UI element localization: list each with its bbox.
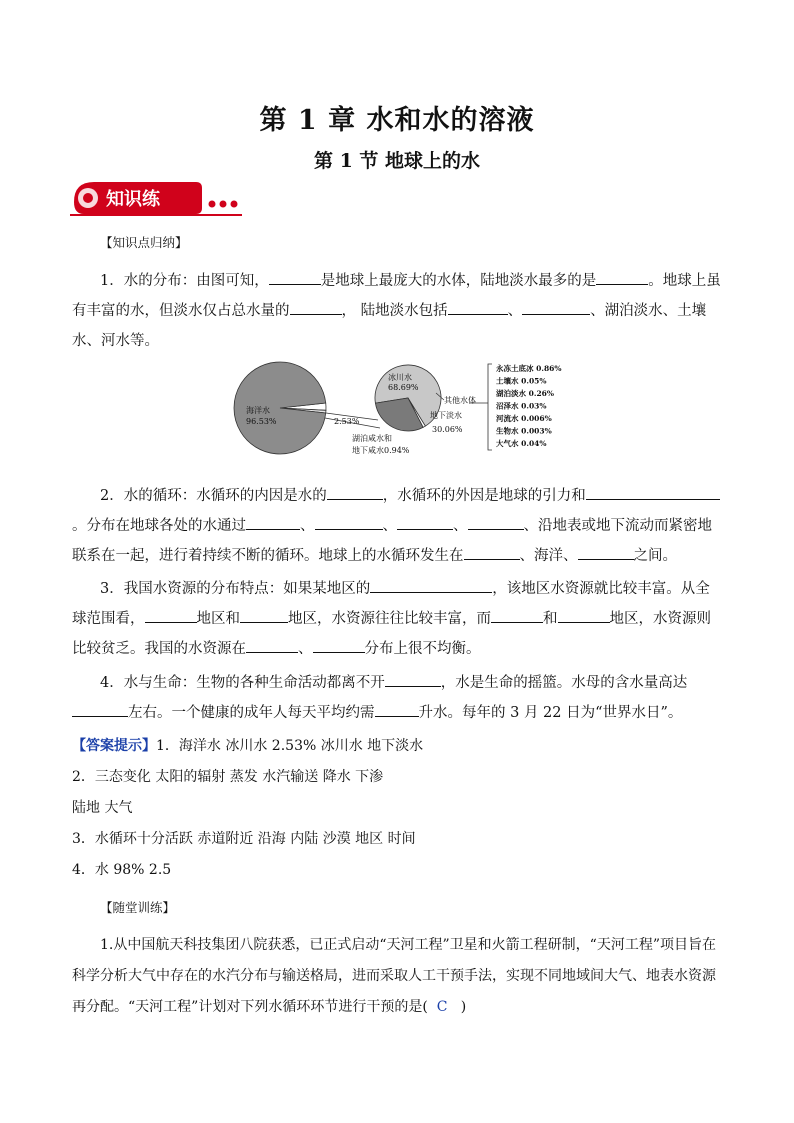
q1-text-c: 。地球上虽有丰富的水，但淡水仅占总水量的: [72, 273, 721, 319]
label-ocean: 海洋水: [246, 406, 270, 415]
q1-text-e: 、: [507, 303, 523, 319]
label-ocean-pct: 96.53%: [246, 417, 277, 426]
blank: [313, 636, 365, 653]
label-fresh-pct: 2.53%: [334, 417, 360, 426]
practice-q1-close: ): [460, 999, 467, 1015]
blank: [370, 576, 492, 593]
q2-text-e: 、沿地表或地下流动而紧密地联系在一起，进行着持续不断的循环。地球上的水循环发生在: [72, 518, 712, 564]
q1-text-a: 1．水的分布：由图可知，: [100, 273, 269, 289]
q3-text-h: 分布上很不均衡。: [364, 641, 481, 657]
answer-line-1: 1．海洋水 冰川水 2.53% 冰川水 地下淡水: [156, 738, 424, 754]
label-ground-pct: 30.06%: [432, 425, 463, 434]
blank: [315, 513, 383, 530]
q2-text-g: 之间。: [633, 548, 677, 564]
blank: [468, 513, 524, 530]
q2-text-d: 、: [300, 518, 315, 534]
question-1: [72, 266, 724, 356]
blank: [397, 513, 453, 530]
answer-hints: [72, 731, 724, 886]
badge-shape: [70, 180, 250, 218]
blank: [269, 268, 321, 285]
q2-text-d3: 、: [453, 518, 468, 534]
blank: [596, 268, 648, 285]
other-list-item: 大气水 0.04%: [496, 439, 547, 448]
blank: [72, 700, 128, 717]
badge-underline: [70, 214, 242, 216]
q2-text-d2: 、: [382, 518, 397, 534]
q3-text-g: 、: [298, 641, 313, 657]
q3-text-b: ，该地区水资源就比较丰富。从全球范围看，: [72, 581, 710, 627]
practice-q1-text: 1.从中国航天科技集团八院获悉，已正式启动“天河工程”卫星和火箭工程研制，“天河工程”项目旨在科学分析大气中存在的水汽分布与输送格局，进而采取人工干预手法，实现不同地域间大气、地表水资源再分配。“天河工程”计划对下列水循环环节进行干预的是(: [72, 937, 716, 1015]
label-glacier: 冰川水: [388, 373, 412, 382]
blank: [375, 700, 419, 717]
q4-text-a: 4．水与生命：生物的各种生命活动都离不开: [100, 675, 385, 691]
label-ground: 地下淡水: [430, 411, 462, 420]
answer-hint-heading: 【答案提示】: [72, 738, 156, 754]
question-4: [72, 668, 724, 728]
q2-text-a: 2．水的循环：水循环的内因是水的: [100, 488, 327, 504]
section-heading-knowledge: 【知识点归纳】: [100, 235, 188, 250]
other-list-item: 湖泊淡水 0.26%: [496, 389, 555, 398]
blank: [240, 606, 288, 623]
q3-text-f: 地区，水资源则比较贫乏。我国的水资源在: [72, 611, 711, 657]
blank: [327, 483, 383, 500]
practice-q1-answer: C: [436, 999, 448, 1015]
answer-line-4: 3．水循环十分活跃 赤道附近 沿海 内陆 沙漠 地区 时间: [72, 831, 416, 847]
q4-text-d: 升水。每年的 3 月 22 日为“世界水日”。: [418, 705, 683, 721]
other-list-item: 生物水 0.003%: [496, 426, 552, 436]
q3-text-a: 3．我国水资源的分布特点：如果某地区的: [100, 581, 371, 597]
water-distribution-pie-chart: [230, 358, 590, 468]
question-3: [72, 574, 724, 664]
label-glacier-pct: 68.69%: [388, 383, 419, 392]
blank: [448, 298, 508, 315]
knowledge-badge: [70, 180, 250, 218]
answer-line-5: 4．水 98% 2.5: [72, 862, 172, 878]
other-list-item: 永冻土底冰 0.86%: [496, 364, 562, 373]
other-list-item: 河流水 0.006%: [496, 414, 552, 423]
chapter-title: 第 1 章 水和水的溶液: [259, 105, 535, 136]
label-other: 其他水体: [444, 396, 476, 405]
practice-question-1: [72, 930, 724, 1023]
blank: [385, 670, 441, 687]
answer-line-2: 2．三态变化 太阳的辐射 蒸发 水汽输送 降水 下渗: [72, 769, 384, 785]
q3-text-c: 地区和: [196, 611, 240, 627]
answer-line-3: 陆地 大气: [72, 800, 133, 816]
section-heading-practice: 【随堂训练】: [100, 900, 176, 915]
blank: [464, 543, 520, 560]
blank: [586, 483, 720, 500]
q2-text-f: 、海洋、: [519, 548, 578, 564]
blank: [145, 606, 197, 623]
blank: [578, 543, 634, 560]
blank: [522, 298, 590, 315]
other-list-item: 沼泽水 0.03%: [496, 401, 547, 411]
list-bracket: [488, 364, 492, 450]
blank: [558, 606, 610, 623]
label-salt2: 地下咸水0.94%: [352, 446, 410, 455]
label-salt: 湖泊咸水和: [352, 434, 392, 443]
question-2: [72, 481, 724, 571]
blank: [491, 606, 543, 623]
q4-text-b: ，水是生命的摇篮。水母的含水量高达: [440, 675, 688, 691]
q3-text-d: 地区，水资源往往比较丰富，而: [288, 611, 491, 627]
q1-text-f: 、湖泊淡水、土壤水、河水等。: [72, 303, 707, 349]
section-title: 第 1 节 地球上的水: [313, 150, 481, 172]
q2-text-c: 。分布在地球各处的水通过: [72, 518, 246, 534]
badge-label: 知识练: [106, 189, 160, 210]
q3-text-e: 和: [543, 611, 558, 627]
other-list-item: 土壤水 0.05%: [496, 376, 547, 386]
q2-text-b: ，水循环的外因是地球的引力和: [382, 488, 586, 504]
blank: [246, 636, 298, 653]
blank: [290, 298, 342, 315]
q1-text-d: ， 陆地淡水包括: [341, 303, 448, 319]
q4-text-c: 左右。一个健康的成年人每天平均约需: [128, 705, 375, 721]
blank: [246, 513, 300, 530]
q1-text-b: 是地球上最庞大的水体，陆地淡水最多的是: [320, 273, 597, 289]
